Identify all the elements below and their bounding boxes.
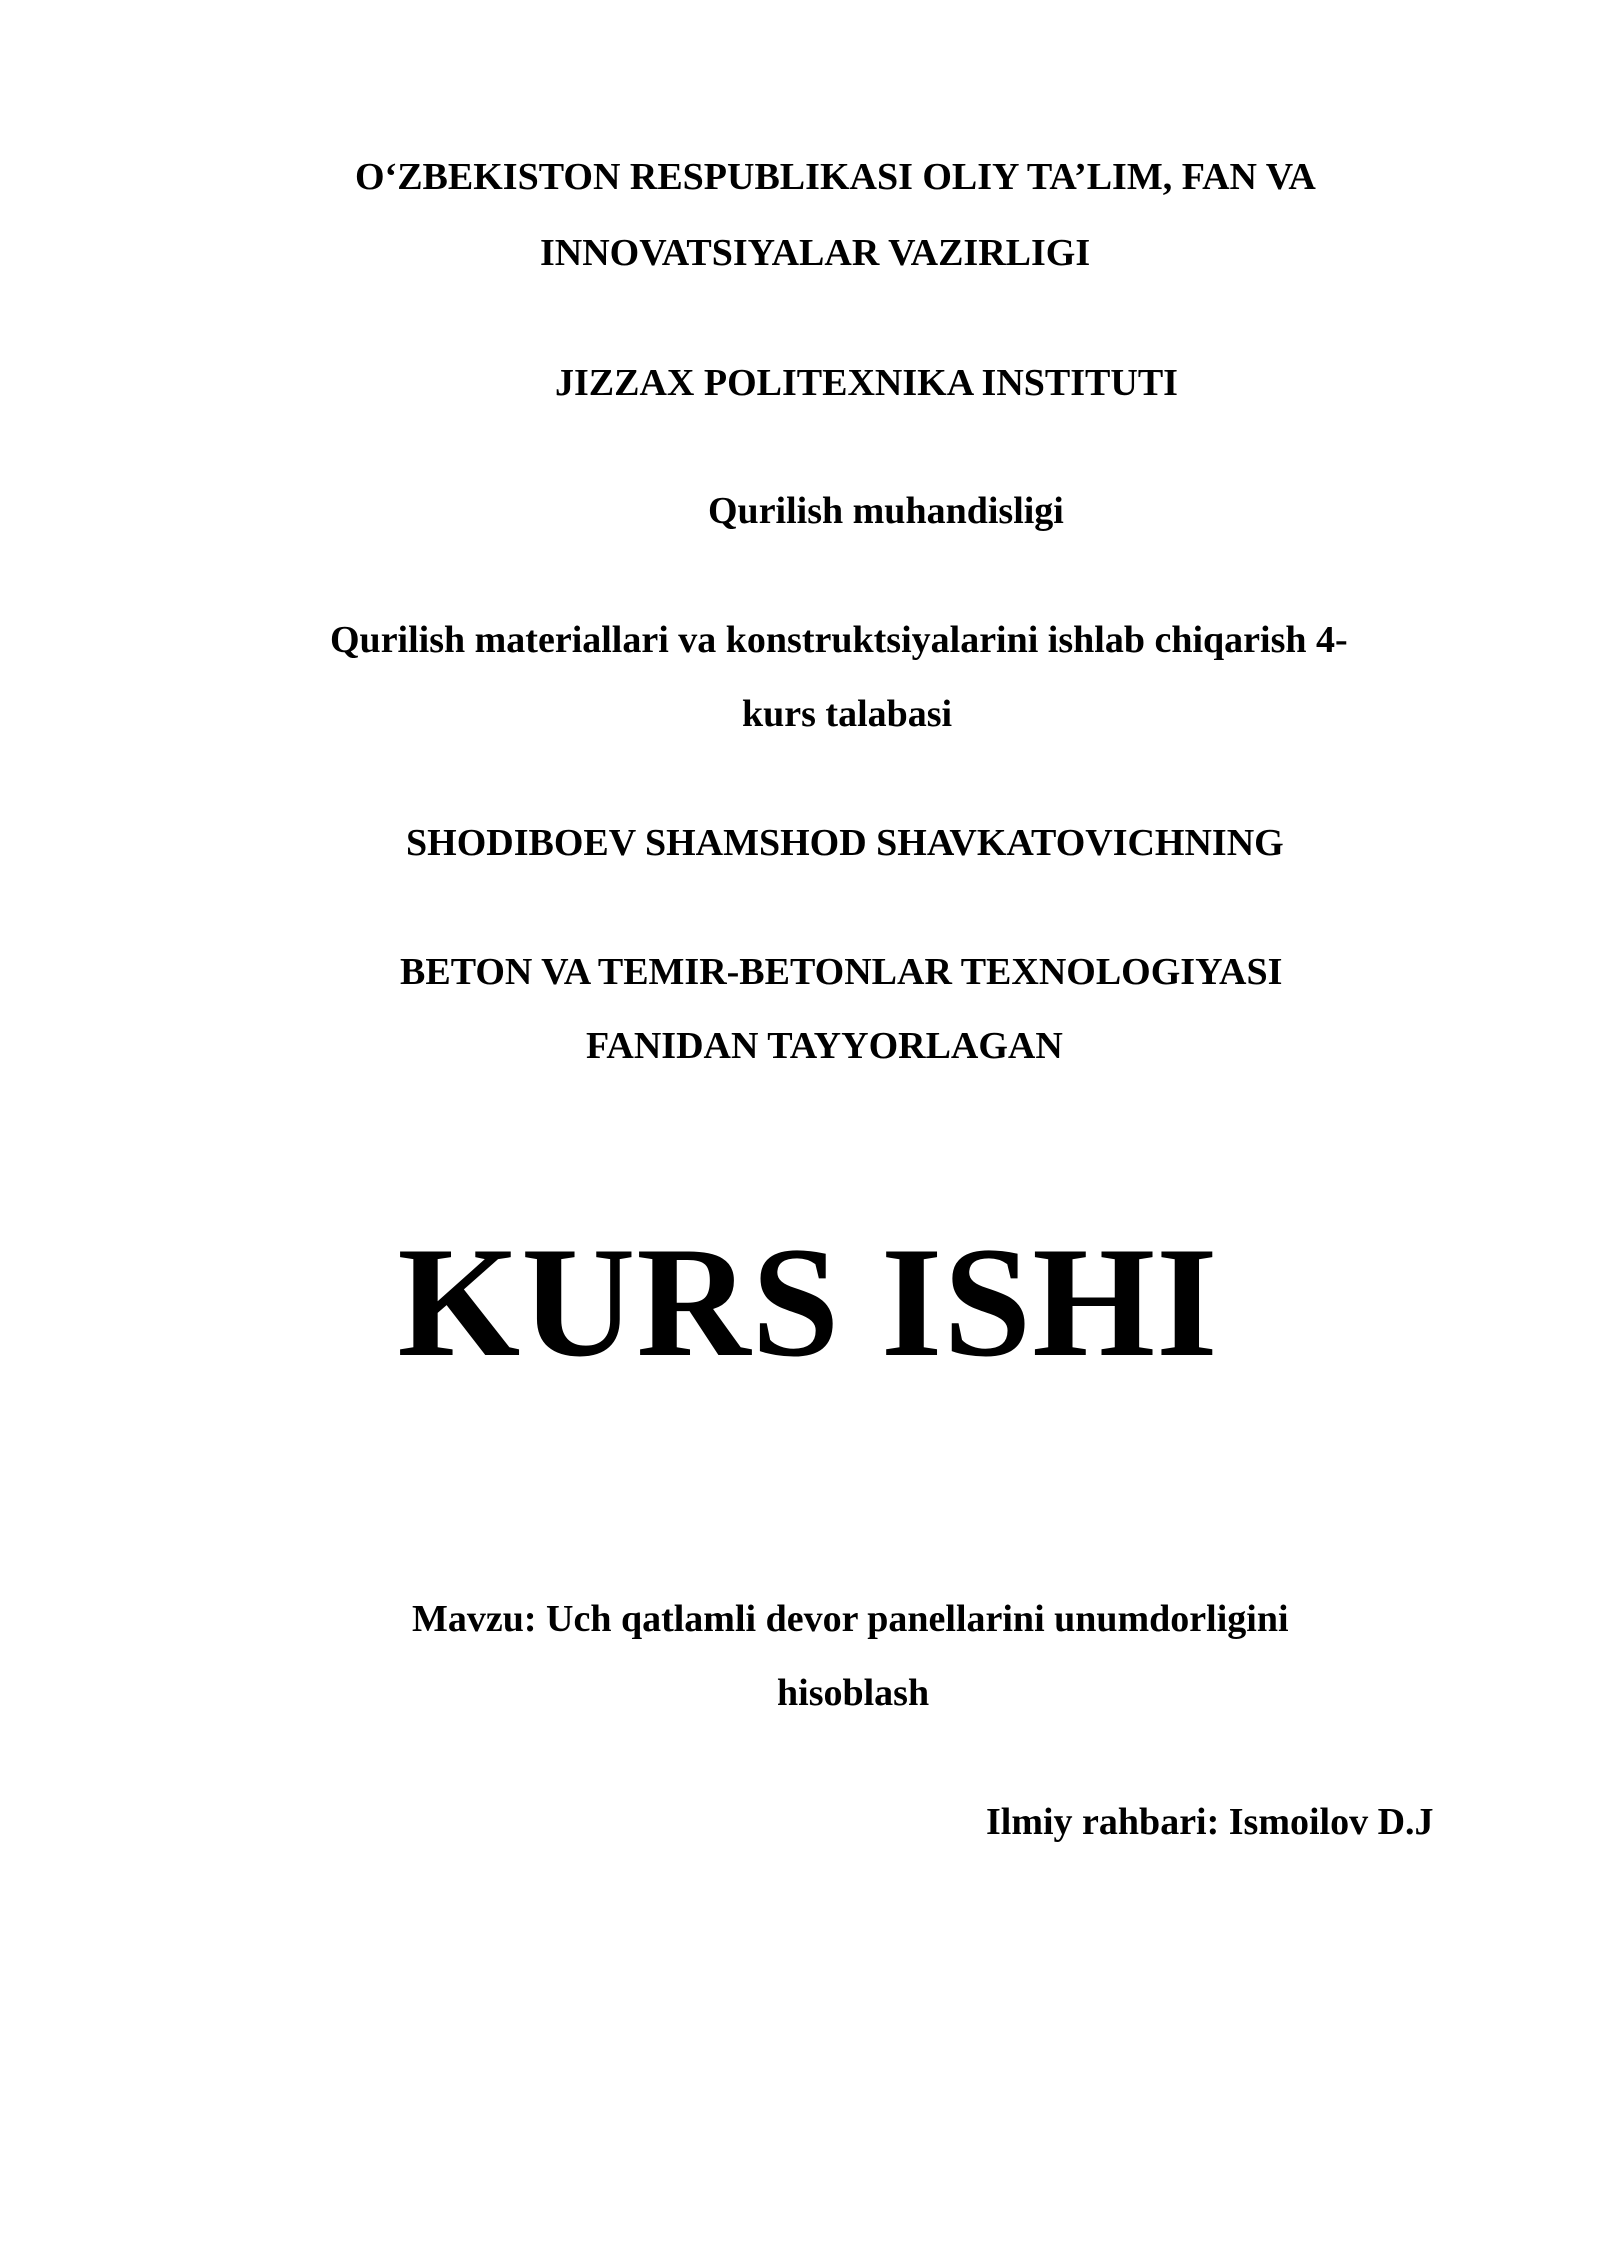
student-name: SHODIBOEV SHAMSHOD SHAVKATOVICHNING [406, 822, 1284, 864]
supervisor-line: Ilmiy rahbari: Ismoilov D.J [986, 1801, 1434, 1843]
subject-line1: BETON VA TEMIR-BETONLAR TEXNOLOGIYASI [400, 951, 1283, 993]
department-name: Qurilish muhandisligi [708, 490, 1064, 532]
specialty-line2: kurs talabasi [742, 693, 953, 735]
ministry-title-line2: INNOVATSIYALAR VAZIRLIGI [540, 232, 1091, 274]
topic-line2: hisoblash [777, 1672, 930, 1714]
document-title: KURS ISHI [397, 1215, 1219, 1390]
institute-name: JIZZAX POLITEXNIKA INSTITUTI [555, 362, 1178, 404]
specialty-line1: Qurilish materiallari va konstruktsiyalarini ishlab chiqarish 4- [330, 619, 1348, 661]
subject-line2: FANIDAN TAYYORLAGAN [586, 1025, 1063, 1067]
topic-line1: Mavzu: Uch qatlamli devor panellarini unumdorligini [412, 1598, 1289, 1640]
ministry-title-line1: O‘ZBEKISTON RESPUBLIKASI OLIY TA’LIM, FAN VA [355, 156, 1316, 198]
